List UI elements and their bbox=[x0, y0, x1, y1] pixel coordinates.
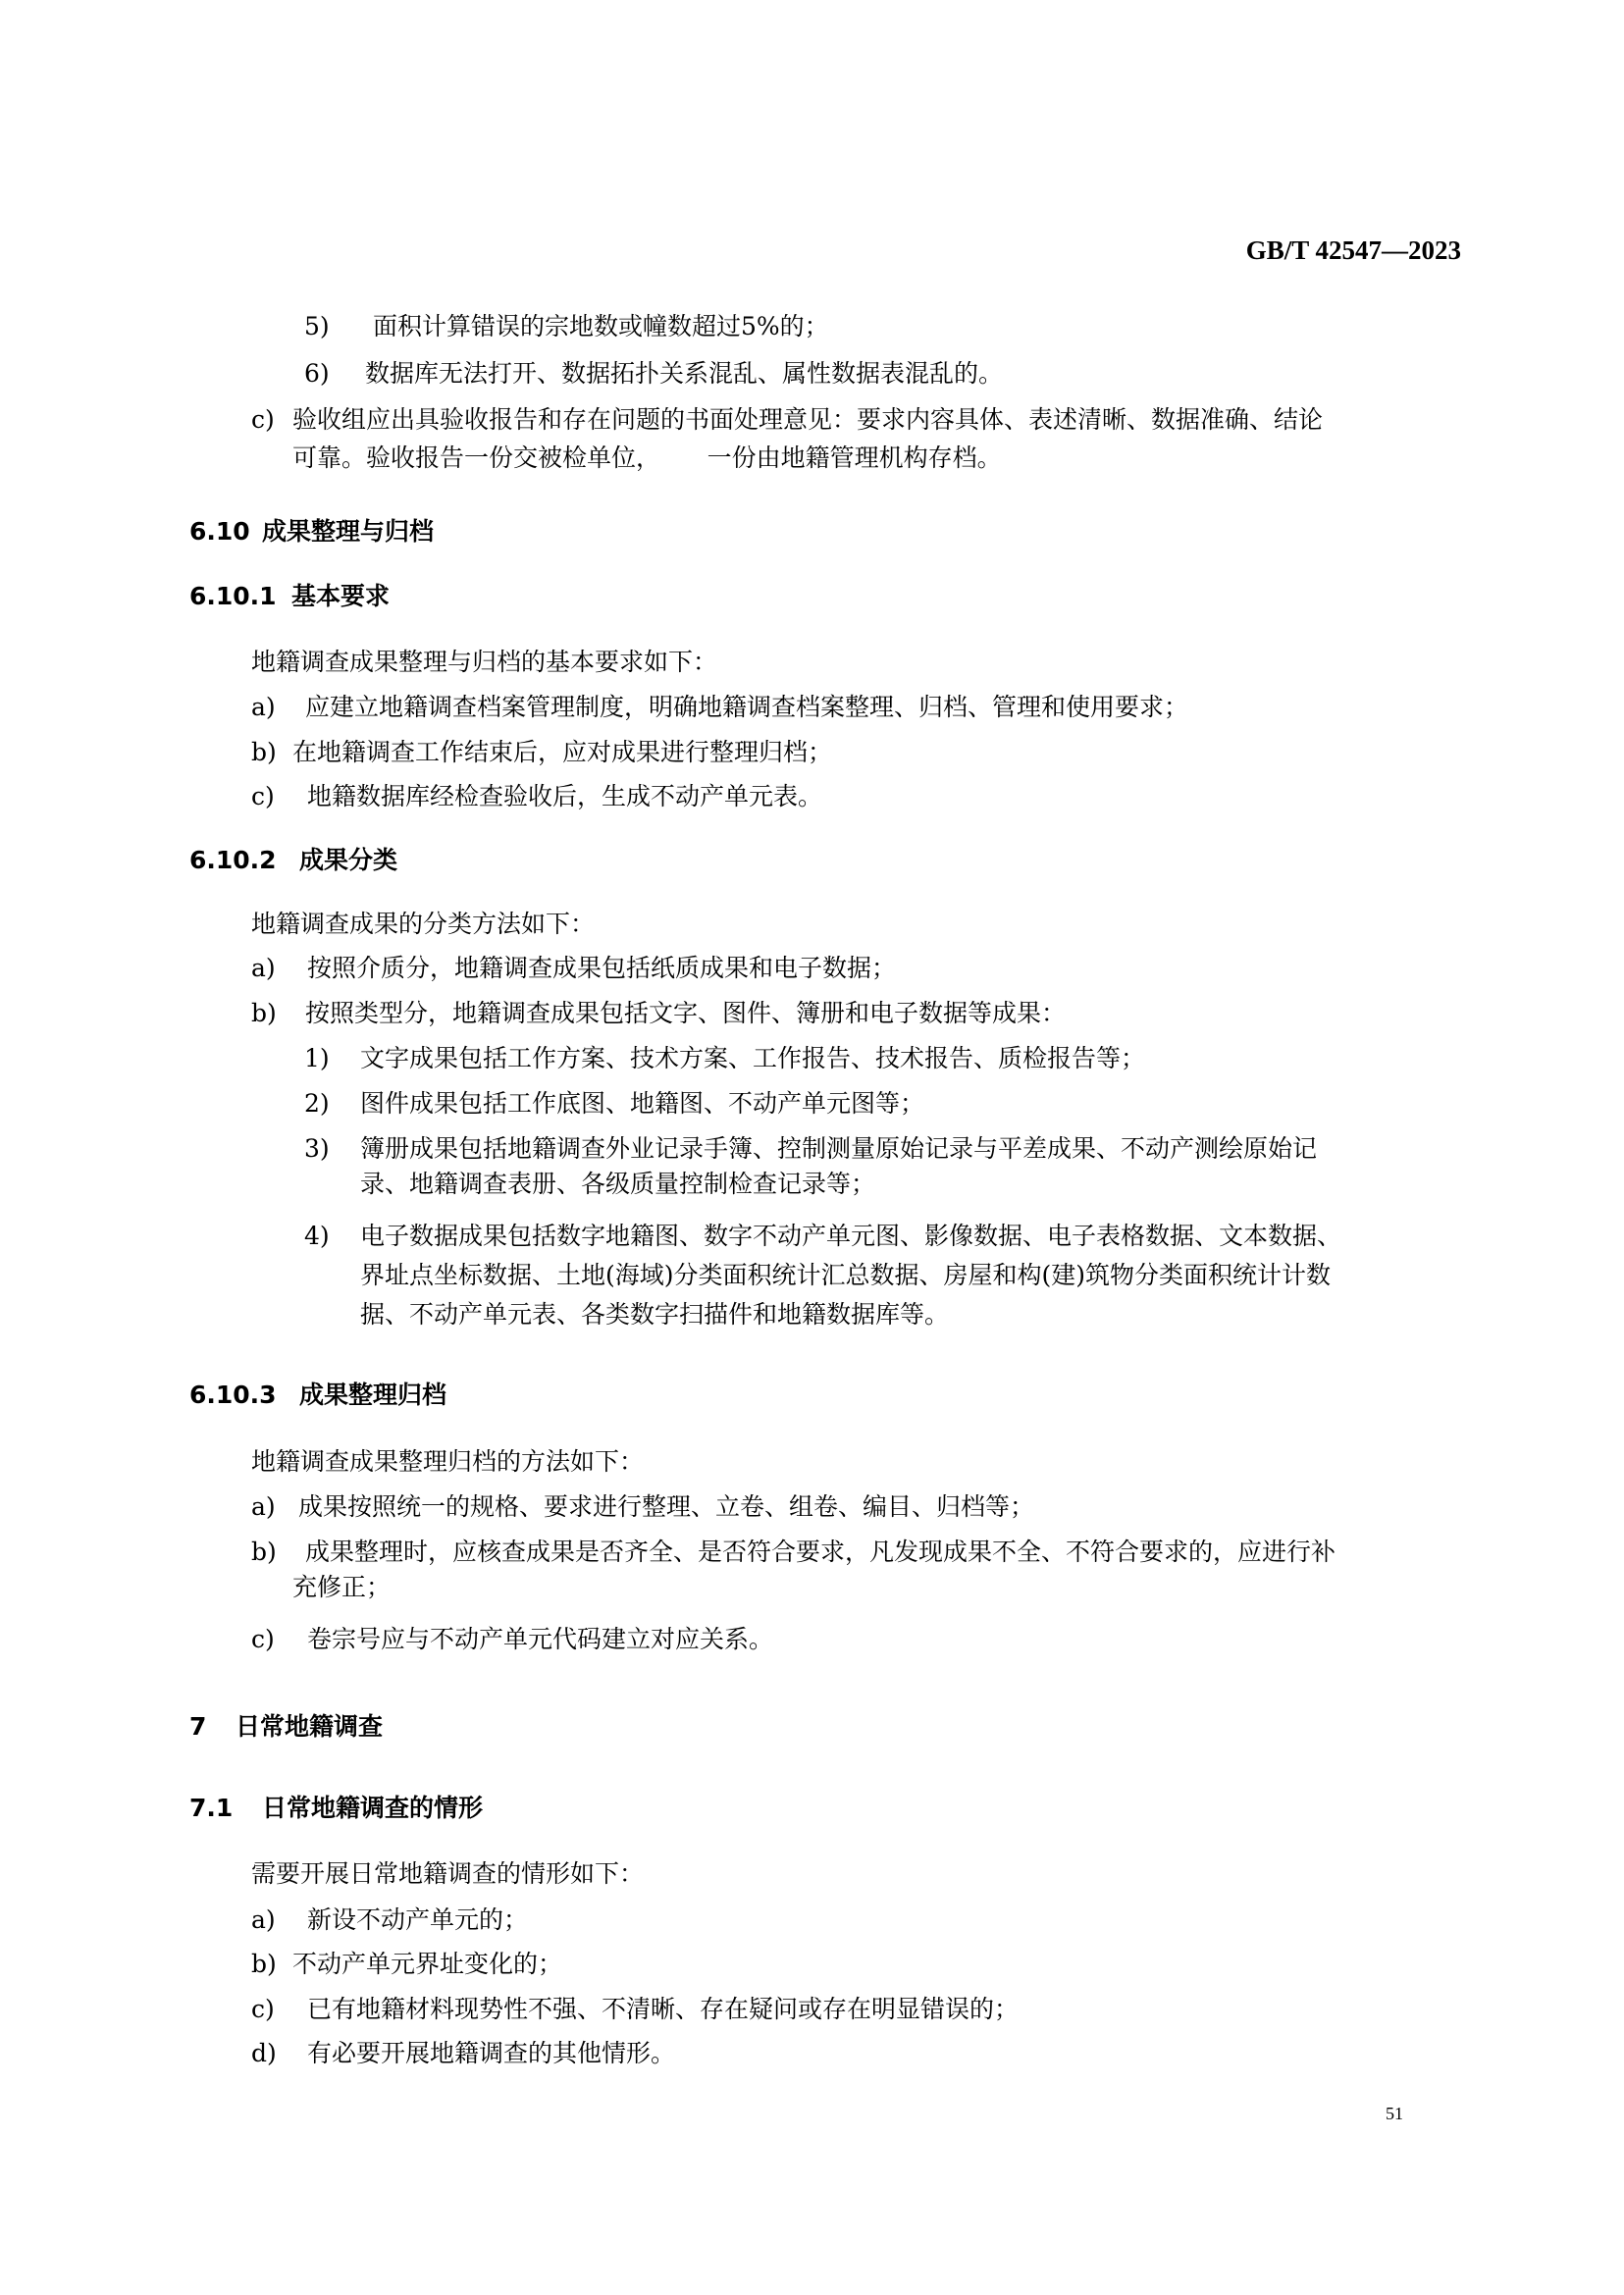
list-item bbox=[251, 1490, 1034, 1524]
list-item bbox=[251, 1536, 1336, 1569]
section-number: 6.10.3 bbox=[189, 1381, 277, 1409]
item-text: 文字成果包括工作方案、技术方案、工作报告、技术报告、质检报告等； bbox=[360, 1044, 1146, 1072]
item-text: 卷宗号应与不动产单元代码建立对应关系。 bbox=[307, 1625, 774, 1653]
section-title: 成果分类 bbox=[299, 846, 398, 874]
item-marker: a) bbox=[251, 1492, 276, 1521]
item-text: 成果整理时，应核查成果是否齐全、是否符合要求，凡发现成果不全、不符合要求的，应进行补 bbox=[305, 1538, 1336, 1566]
list-item bbox=[304, 1220, 1341, 1253]
item-text: 不动产单元界址变化的； bbox=[292, 1950, 563, 1978]
section-title: 基本要求 bbox=[291, 582, 391, 610]
list-item bbox=[304, 1132, 1317, 1166]
item-text: 有必要开展地籍调查的其他情形。 bbox=[307, 2039, 676, 2067]
item-marker: c) bbox=[251, 1995, 275, 2023]
item-text: 已有地籍材料现势性不强、不清晰、存在疑问或存在明显错误的； bbox=[307, 1995, 1020, 2023]
item-text: 新设不动产单元的； bbox=[307, 1905, 529, 1934]
section-number: 6.10.1 bbox=[189, 582, 277, 610]
list-item bbox=[251, 1993, 1019, 2026]
list-item bbox=[251, 403, 1323, 437]
item-text: 在地籍调查工作结束后，应对成果进行整理归档； bbox=[292, 738, 833, 766]
section-title: 成果整理归档 bbox=[299, 1381, 447, 1409]
item-text: 成果按照统一的规格、要求进行整理、立卷、组卷、编目、归档等； bbox=[298, 1492, 1035, 1521]
item-text: 面积计算错误的宗地数或幢数超过5%的； bbox=[373, 312, 829, 340]
chapter-heading bbox=[189, 1710, 383, 1744]
section-number: 6.10.2 bbox=[189, 846, 277, 874]
item-text: 验收组应出具验收报告和存在问题的书面处理意见：要求内容具体、表述清晰、数据准确、结论 bbox=[292, 405, 1324, 434]
list-item bbox=[251, 780, 822, 813]
item-text-continued: 录、地籍调查表册、各级质量控制检查记录等； bbox=[360, 1170, 876, 1198]
list-item bbox=[251, 1623, 773, 1656]
item-text: 簿册成果包括地籍调查外业记录手簿、控制测量原始记录与平差成果、不动产测绘原始记 bbox=[360, 1134, 1318, 1163]
item-text-continued: 据、不动产单元表、各类数字扫描件和地籍数据库等。 bbox=[360, 1300, 950, 1329]
list-item bbox=[304, 1087, 924, 1121]
section-heading bbox=[189, 1792, 483, 1825]
paragraph: 地籍调查成果整理归档的方法如下： bbox=[251, 1447, 645, 1476]
list-item bbox=[251, 952, 896, 985]
paragraph: 需要开展日常地籍调查的情形如下： bbox=[251, 1859, 645, 1888]
list-item bbox=[251, 1948, 562, 1981]
list-item bbox=[251, 2037, 675, 2070]
item-text: 按照介质分，地籍调查成果包括纸质成果和电子数据； bbox=[307, 954, 897, 982]
section-number: 6.10 bbox=[189, 517, 250, 546]
paragraph: 地籍调查成果的分类方法如下： bbox=[251, 910, 596, 938]
item-marker: 1) bbox=[304, 1044, 330, 1072]
list-item bbox=[304, 1042, 1145, 1075]
item-marker: 5) bbox=[304, 312, 330, 340]
list-item bbox=[304, 357, 1003, 391]
section-title: 日常地籍调查 bbox=[236, 1712, 384, 1741]
section-heading bbox=[189, 515, 434, 548]
section-number: 7 bbox=[189, 1712, 207, 1741]
list-item bbox=[304, 310, 829, 343]
item-marker: 6) bbox=[304, 359, 330, 388]
item-marker: c) bbox=[251, 782, 275, 810]
item-marker: 4) bbox=[304, 1222, 330, 1250]
section-number: 7.1 bbox=[189, 1794, 234, 1822]
item-marker: b) bbox=[251, 738, 277, 766]
item-marker: a) bbox=[251, 954, 276, 982]
item-marker: b) bbox=[251, 1950, 277, 1978]
item-text-continued: 可靠。验收报告一份交被检单位， 一份由地籍管理机构存档。 bbox=[292, 443, 1002, 472]
section-title: 成果整理与归档 bbox=[262, 517, 435, 546]
item-marker: a) bbox=[251, 693, 276, 721]
section-title: 日常地籍调查的情形 bbox=[262, 1794, 484, 1822]
list-item bbox=[251, 691, 1188, 724]
section-heading bbox=[189, 1379, 446, 1412]
list-item bbox=[251, 997, 1066, 1030]
item-marker: 2) bbox=[304, 1089, 330, 1118]
item-text: 数据库无法打开、数据拓扑关系混乱、属性数据表混乱的。 bbox=[365, 359, 1004, 388]
item-text: 地籍数据库经检查验收后，生成不动产单元表。 bbox=[307, 782, 823, 810]
item-marker: b) bbox=[251, 999, 277, 1027]
standard-number: GB/T 42547—2023 bbox=[1245, 235, 1461, 265]
item-text: 图件成果包括工作底图、地籍图、不动产单元图等； bbox=[360, 1089, 925, 1118]
item-marker: a) bbox=[251, 1905, 276, 1934]
item-marker: b) bbox=[251, 1538, 277, 1566]
list-item bbox=[251, 1904, 528, 1937]
paragraph: 地籍调查成果整理与归档的基本要求如下： bbox=[251, 648, 718, 676]
section-heading bbox=[189, 580, 390, 613]
item-marker: 3) bbox=[304, 1134, 330, 1163]
item-text: 按照类型分，地籍调查成果包括文字、图件、簿册和电子数据等成果： bbox=[305, 999, 1067, 1027]
item-text-continued: 充修正； bbox=[292, 1573, 392, 1601]
list-item bbox=[251, 736, 832, 769]
page-number: 51 bbox=[1386, 2104, 1403, 2123]
item-text: 电子数据成果包括数字地籍图、数字不动产单元图、影像数据、电子表格数据、文本数据、 bbox=[360, 1222, 1342, 1250]
item-text: 应建立地籍调查档案管理制度，明确地籍调查档案整理、归档、管理和使用要求； bbox=[305, 693, 1189, 721]
section-heading bbox=[189, 844, 397, 877]
item-text-continued: 界址点坐标数据、土地(海域)分类面积统计汇总数据、房屋和构(建)筑物分类面积统计计数 bbox=[360, 1261, 1332, 1289]
item-marker: c) bbox=[251, 405, 275, 434]
item-marker: d) bbox=[251, 2039, 277, 2067]
item-marker: c) bbox=[251, 1625, 275, 1653]
